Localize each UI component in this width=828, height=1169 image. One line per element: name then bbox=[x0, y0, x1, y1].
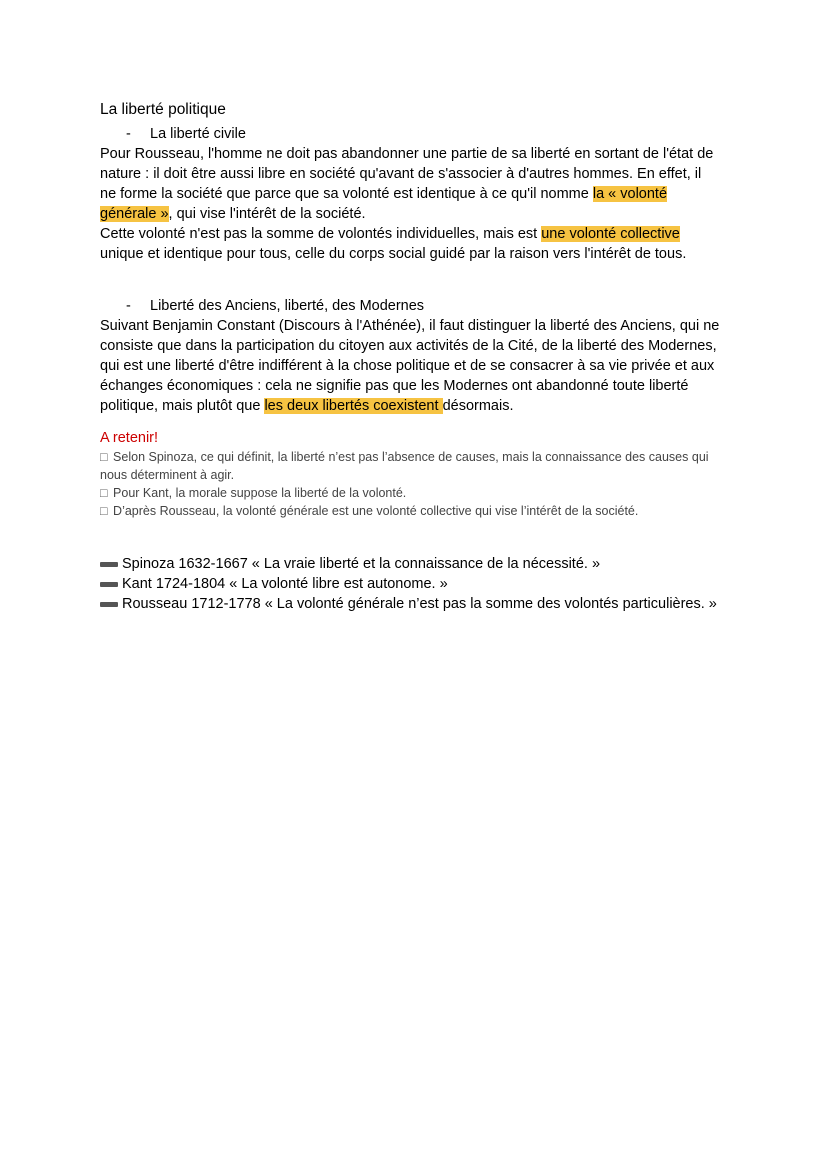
retenir-item bbox=[100, 502, 720, 520]
checkbox-square-icon: □ bbox=[100, 486, 108, 500]
retenir-item bbox=[100, 448, 720, 484]
quote-rousseau bbox=[100, 594, 720, 614]
highlighted-text: les deux libertés coexistent bbox=[264, 398, 443, 414]
paragraph-rousseau-1 bbox=[100, 144, 720, 224]
section-heading-label: Liberté des Anciens, liberté, des Modernes bbox=[150, 298, 425, 314]
paragraph-constant bbox=[100, 316, 720, 416]
retenir-item-text: D’après Rousseau, la volonté générale est une volonté collective qui vise l’intérêt de la société. bbox=[113, 504, 639, 518]
highlighted-text: la « volonté générale » bbox=[100, 186, 668, 222]
quote-text: Kant 1724-1804 « La volonté libre est autonome. » bbox=[122, 576, 448, 592]
page-title: La liberté politique bbox=[100, 101, 226, 118]
paragraph-text: unique et identique pour tous, celle du corps social guidé par la raison vers l'intérêt de tous. bbox=[100, 246, 687, 262]
paragraph-text: désormais. bbox=[442, 398, 514, 414]
paragraph-text: Pour Rousseau, l'homme ne doit pas abandonner une partie de sa liberté en sortant de l'état de nature : il doit être aussi libre en société qu'avant de s'associer à d'autres hommes. En effet, il ne forme la société que parce que sa volonté est identique à ce qu'il nomme bbox=[100, 146, 714, 202]
retenir-item-text: Selon Spinoza, ce qui définit, la liberté n’est pas l’absence de causes, mais la connaissance des causes qui nous déterminent à agir. bbox=[100, 450, 709, 482]
bullet-dash: - bbox=[126, 298, 131, 314]
paragraph-rousseau-2 bbox=[100, 224, 720, 264]
quote-text: Rousseau 1712-1778 « La volonté générale n’est pas la somme des volontés particulières. » bbox=[122, 596, 717, 612]
bullet-dash: - bbox=[126, 126, 131, 142]
section-heading-label: La liberté civile bbox=[150, 126, 246, 142]
section-heading-liberte-civile bbox=[126, 124, 720, 144]
paragraph-text: Suivant Benjamin Constant (Discours à l'Athénée), il faut distinguer la liberté des Anciens, qui ne consiste que dans la participation du citoyen aux activités de la Cité, de la liberté des Modernes, qui est une liberté d'être indifférent à la chose politique et de se consacrer à sa vie privée et aux échanges économiques : cela ne signifie pas que les Modernes ont abandonné toute liberté politique, mais plutôt que bbox=[100, 318, 720, 414]
document-content bbox=[100, 100, 720, 614]
quote-text: Spinoza 1632-1667 « La vraie liberté et la connaissance de la nécessité. » bbox=[122, 556, 601, 572]
section-heading-anciens-modernes bbox=[126, 296, 720, 316]
quote-kant bbox=[100, 574, 720, 594]
heavy-minus-icon bbox=[100, 582, 118, 587]
retenir-item bbox=[100, 484, 720, 502]
paragraph-text: Cette volonté n'est pas la somme de volontés individuelles, mais est bbox=[100, 226, 542, 242]
checkbox-square-icon: □ bbox=[100, 450, 108, 464]
paragraph-text: , qui vise l'intérêt de la société. bbox=[168, 206, 366, 222]
retenir-title: A retenir! bbox=[100, 430, 159, 446]
checkbox-square-icon: □ bbox=[100, 504, 108, 518]
quote-spinoza bbox=[100, 554, 720, 574]
heavy-minus-icon bbox=[100, 602, 118, 607]
heavy-minus-icon bbox=[100, 562, 118, 567]
retenir-item-text: Pour Kant, la morale suppose la liberté de la volonté. bbox=[113, 486, 407, 500]
highlighted-text: une volonté collective bbox=[541, 226, 680, 242]
